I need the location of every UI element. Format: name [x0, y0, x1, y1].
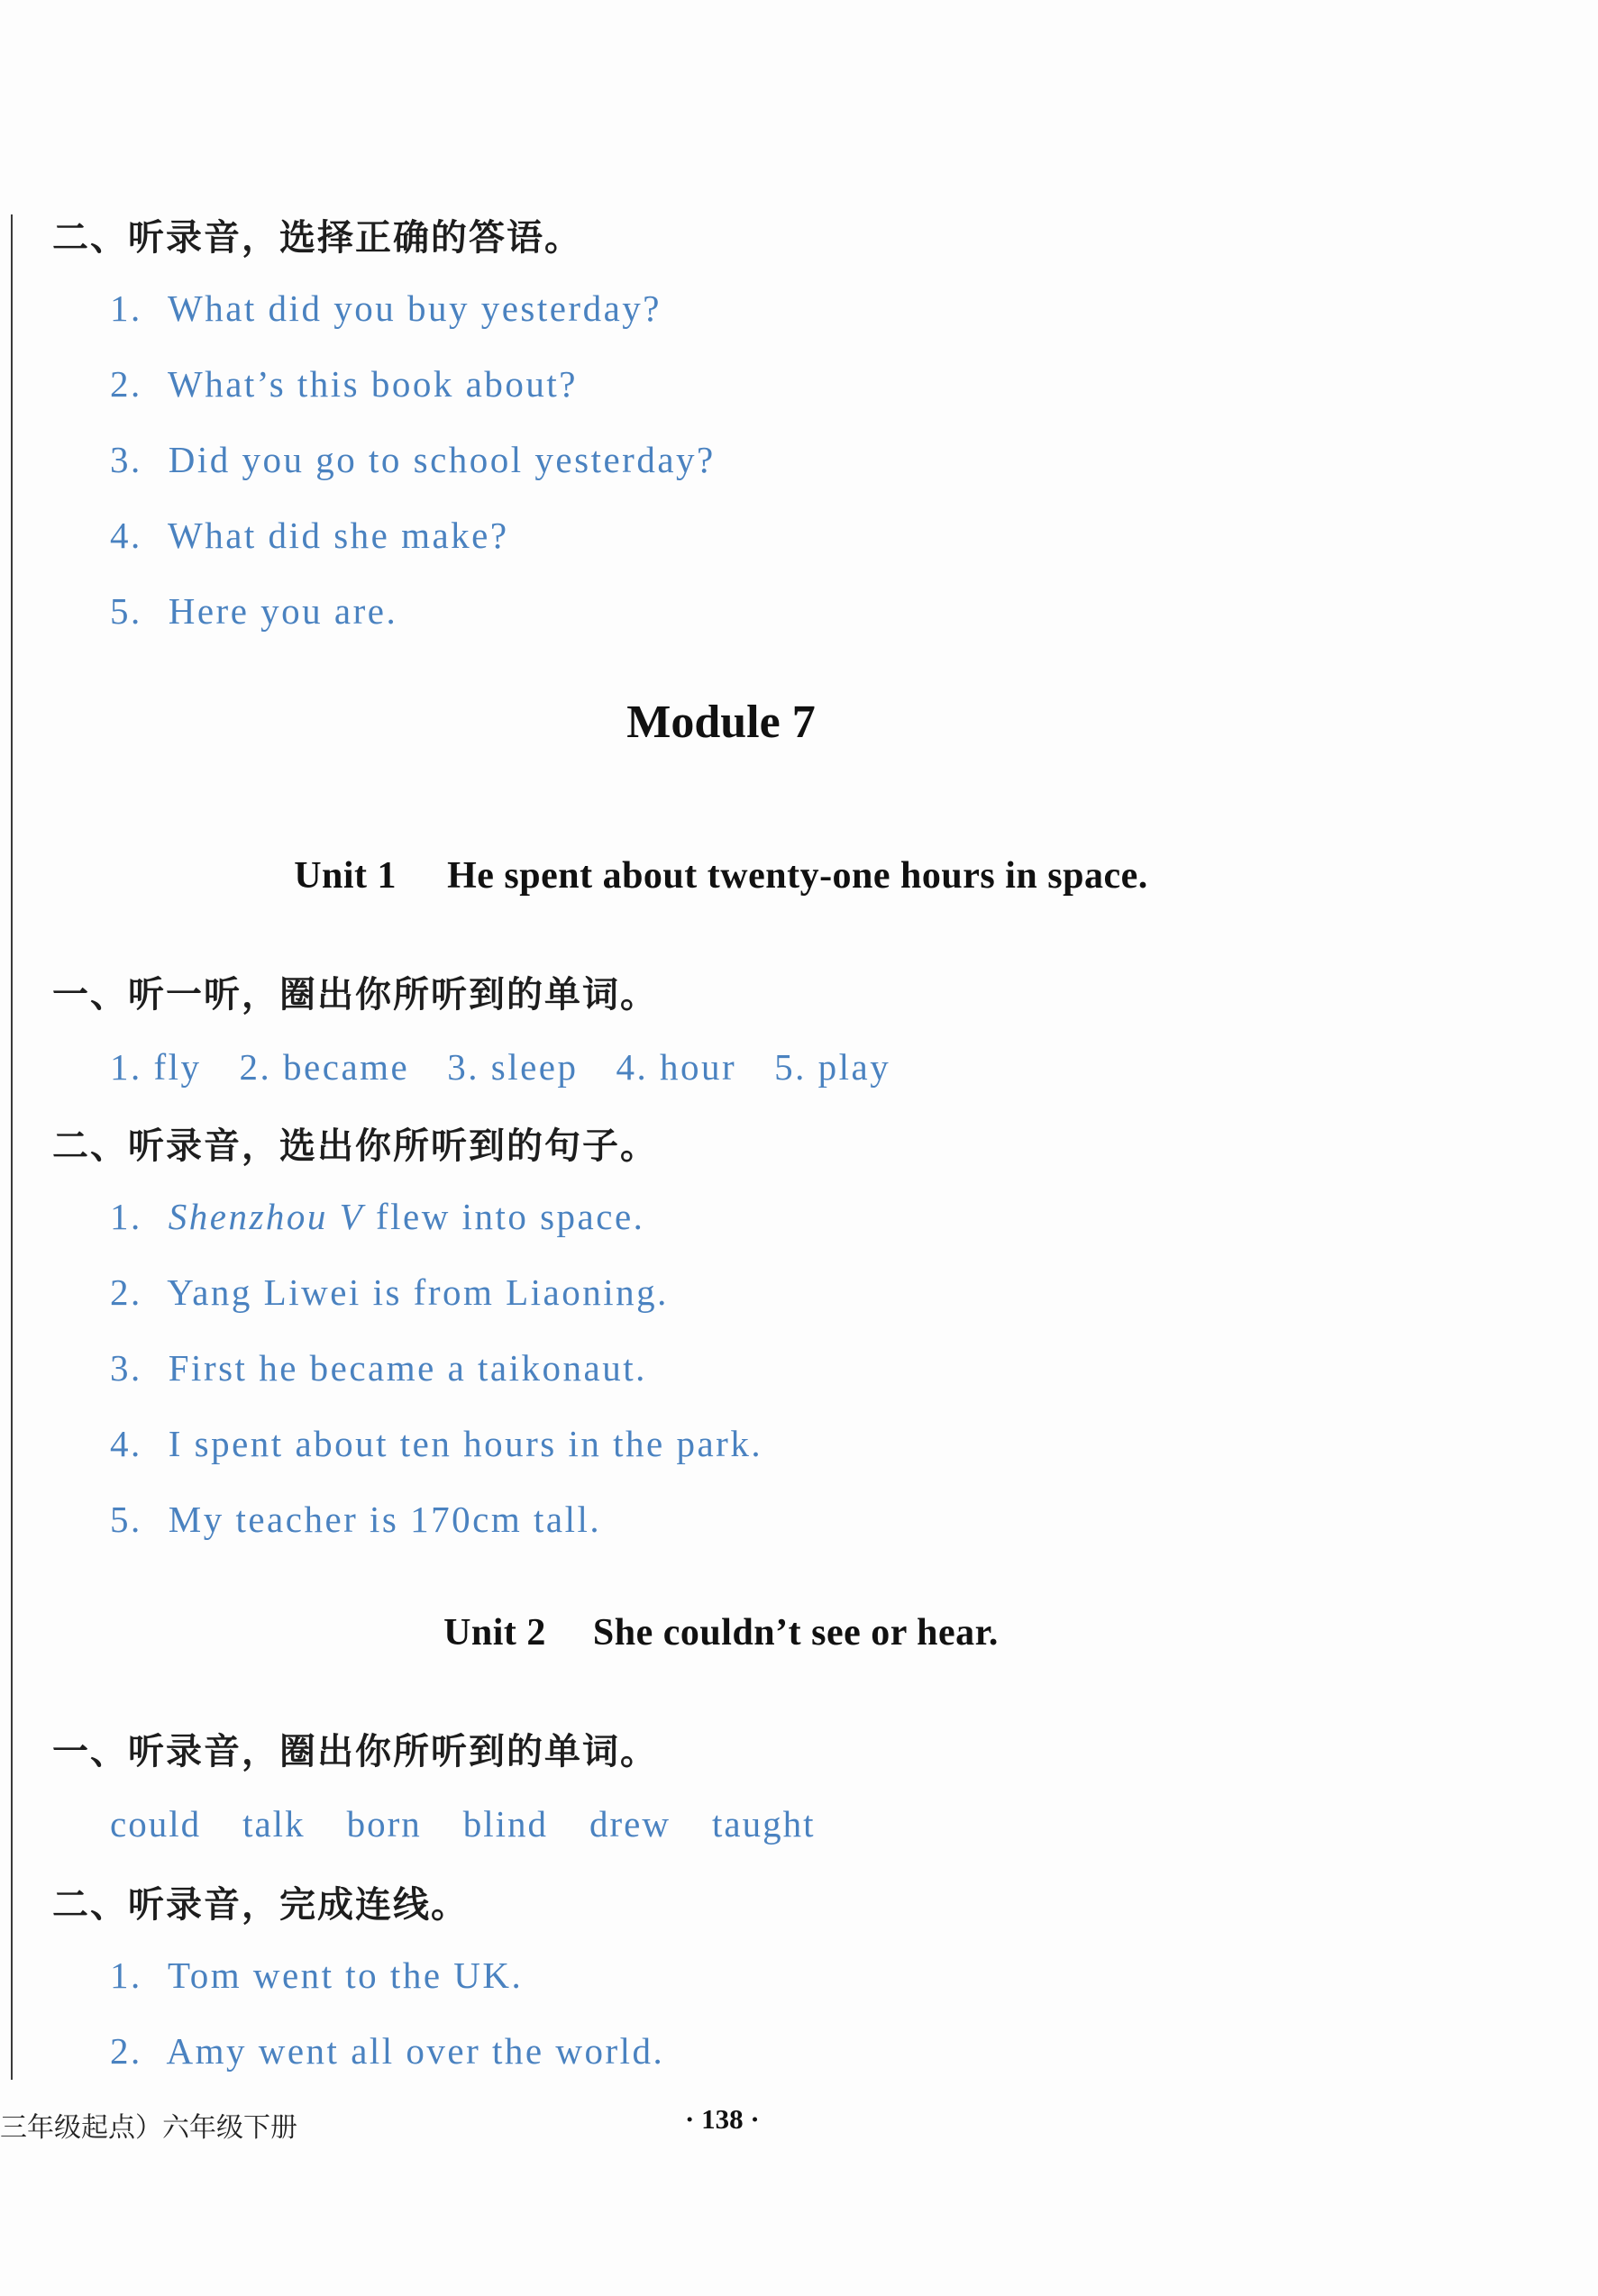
- page-number: · 138 ·: [685, 2103, 760, 2135]
- word-item: 2. became: [239, 1046, 410, 1088]
- unit-title-text: She couldn’t see or hear.: [592, 1612, 999, 1654]
- list-item: 2. Amy went all over the world.: [110, 2030, 665, 2072]
- section-heading-choose-sentence: 二、听录音，选出你所听到的句子。: [52, 1125, 658, 1167]
- unit-2-title: [0, 1611, 1442, 1654]
- section-heading-circle-words: 一、听一听，圈出你所听到的单词。: [52, 974, 658, 1016]
- unit-1-title: [0, 854, 1442, 897]
- word-choice-row: [110, 1045, 890, 1089]
- word-item: taught: [712, 1803, 816, 1845]
- list-item: 3. Did you go to school yesterday?: [110, 439, 716, 480]
- list-item: 4. What did she make?: [110, 515, 509, 556]
- list-item: 5. Here you are.: [110, 590, 398, 632]
- unit-label: Unit 2: [443, 1612, 546, 1654]
- module-title: Module 7: [626, 697, 816, 748]
- word-item: talk: [242, 1803, 306, 1845]
- word-item: drew: [589, 1803, 671, 1845]
- list-item: 2. Yang Liwei is from Liaoning.: [110, 1271, 669, 1313]
- unit-label: Unit 1: [294, 855, 397, 897]
- word-item: 4. hour: [616, 1046, 737, 1088]
- word-choice-row: [110, 1802, 815, 1845]
- left-margin-rule: [11, 214, 13, 2080]
- list-item: 1. Shenzhou V flew into space.: [110, 1196, 645, 1237]
- word-item: 5. play: [774, 1046, 891, 1088]
- list-item: 1. Tom went to the UK.: [110, 1954, 524, 1996]
- section-heading-matching: 二、听录音，完成连线。: [52, 1884, 469, 1926]
- footer-book-title: 三年级起点）六年级下册: [0, 2112, 297, 2144]
- list-item: 4. I spent about ten hours in the park.: [110, 1423, 763, 1464]
- unit-title-text: He spent about twenty-one hours in space.: [447, 855, 1148, 897]
- word-item: born: [346, 1803, 422, 1845]
- word-item: 1. fly: [110, 1046, 202, 1088]
- list-item: 5. My teacher is 170cm tall.: [110, 1499, 602, 1540]
- word-item: could: [110, 1803, 202, 1845]
- section-heading-circle-words: 一、听录音，圈出你所听到的单词。: [52, 1731, 658, 1772]
- list-item: 3. First he became a taikonaut.: [110, 1347, 647, 1389]
- section-heading-choose-answer: 二、听录音，选择正确的答语。: [52, 217, 582, 259]
- word-item: blind: [462, 1803, 549, 1845]
- list-item: 1. What did you buy yesterday?: [110, 287, 662, 329]
- list-item: 2. What’s this book about?: [110, 363, 578, 405]
- word-item: 3. sleep: [447, 1046, 579, 1088]
